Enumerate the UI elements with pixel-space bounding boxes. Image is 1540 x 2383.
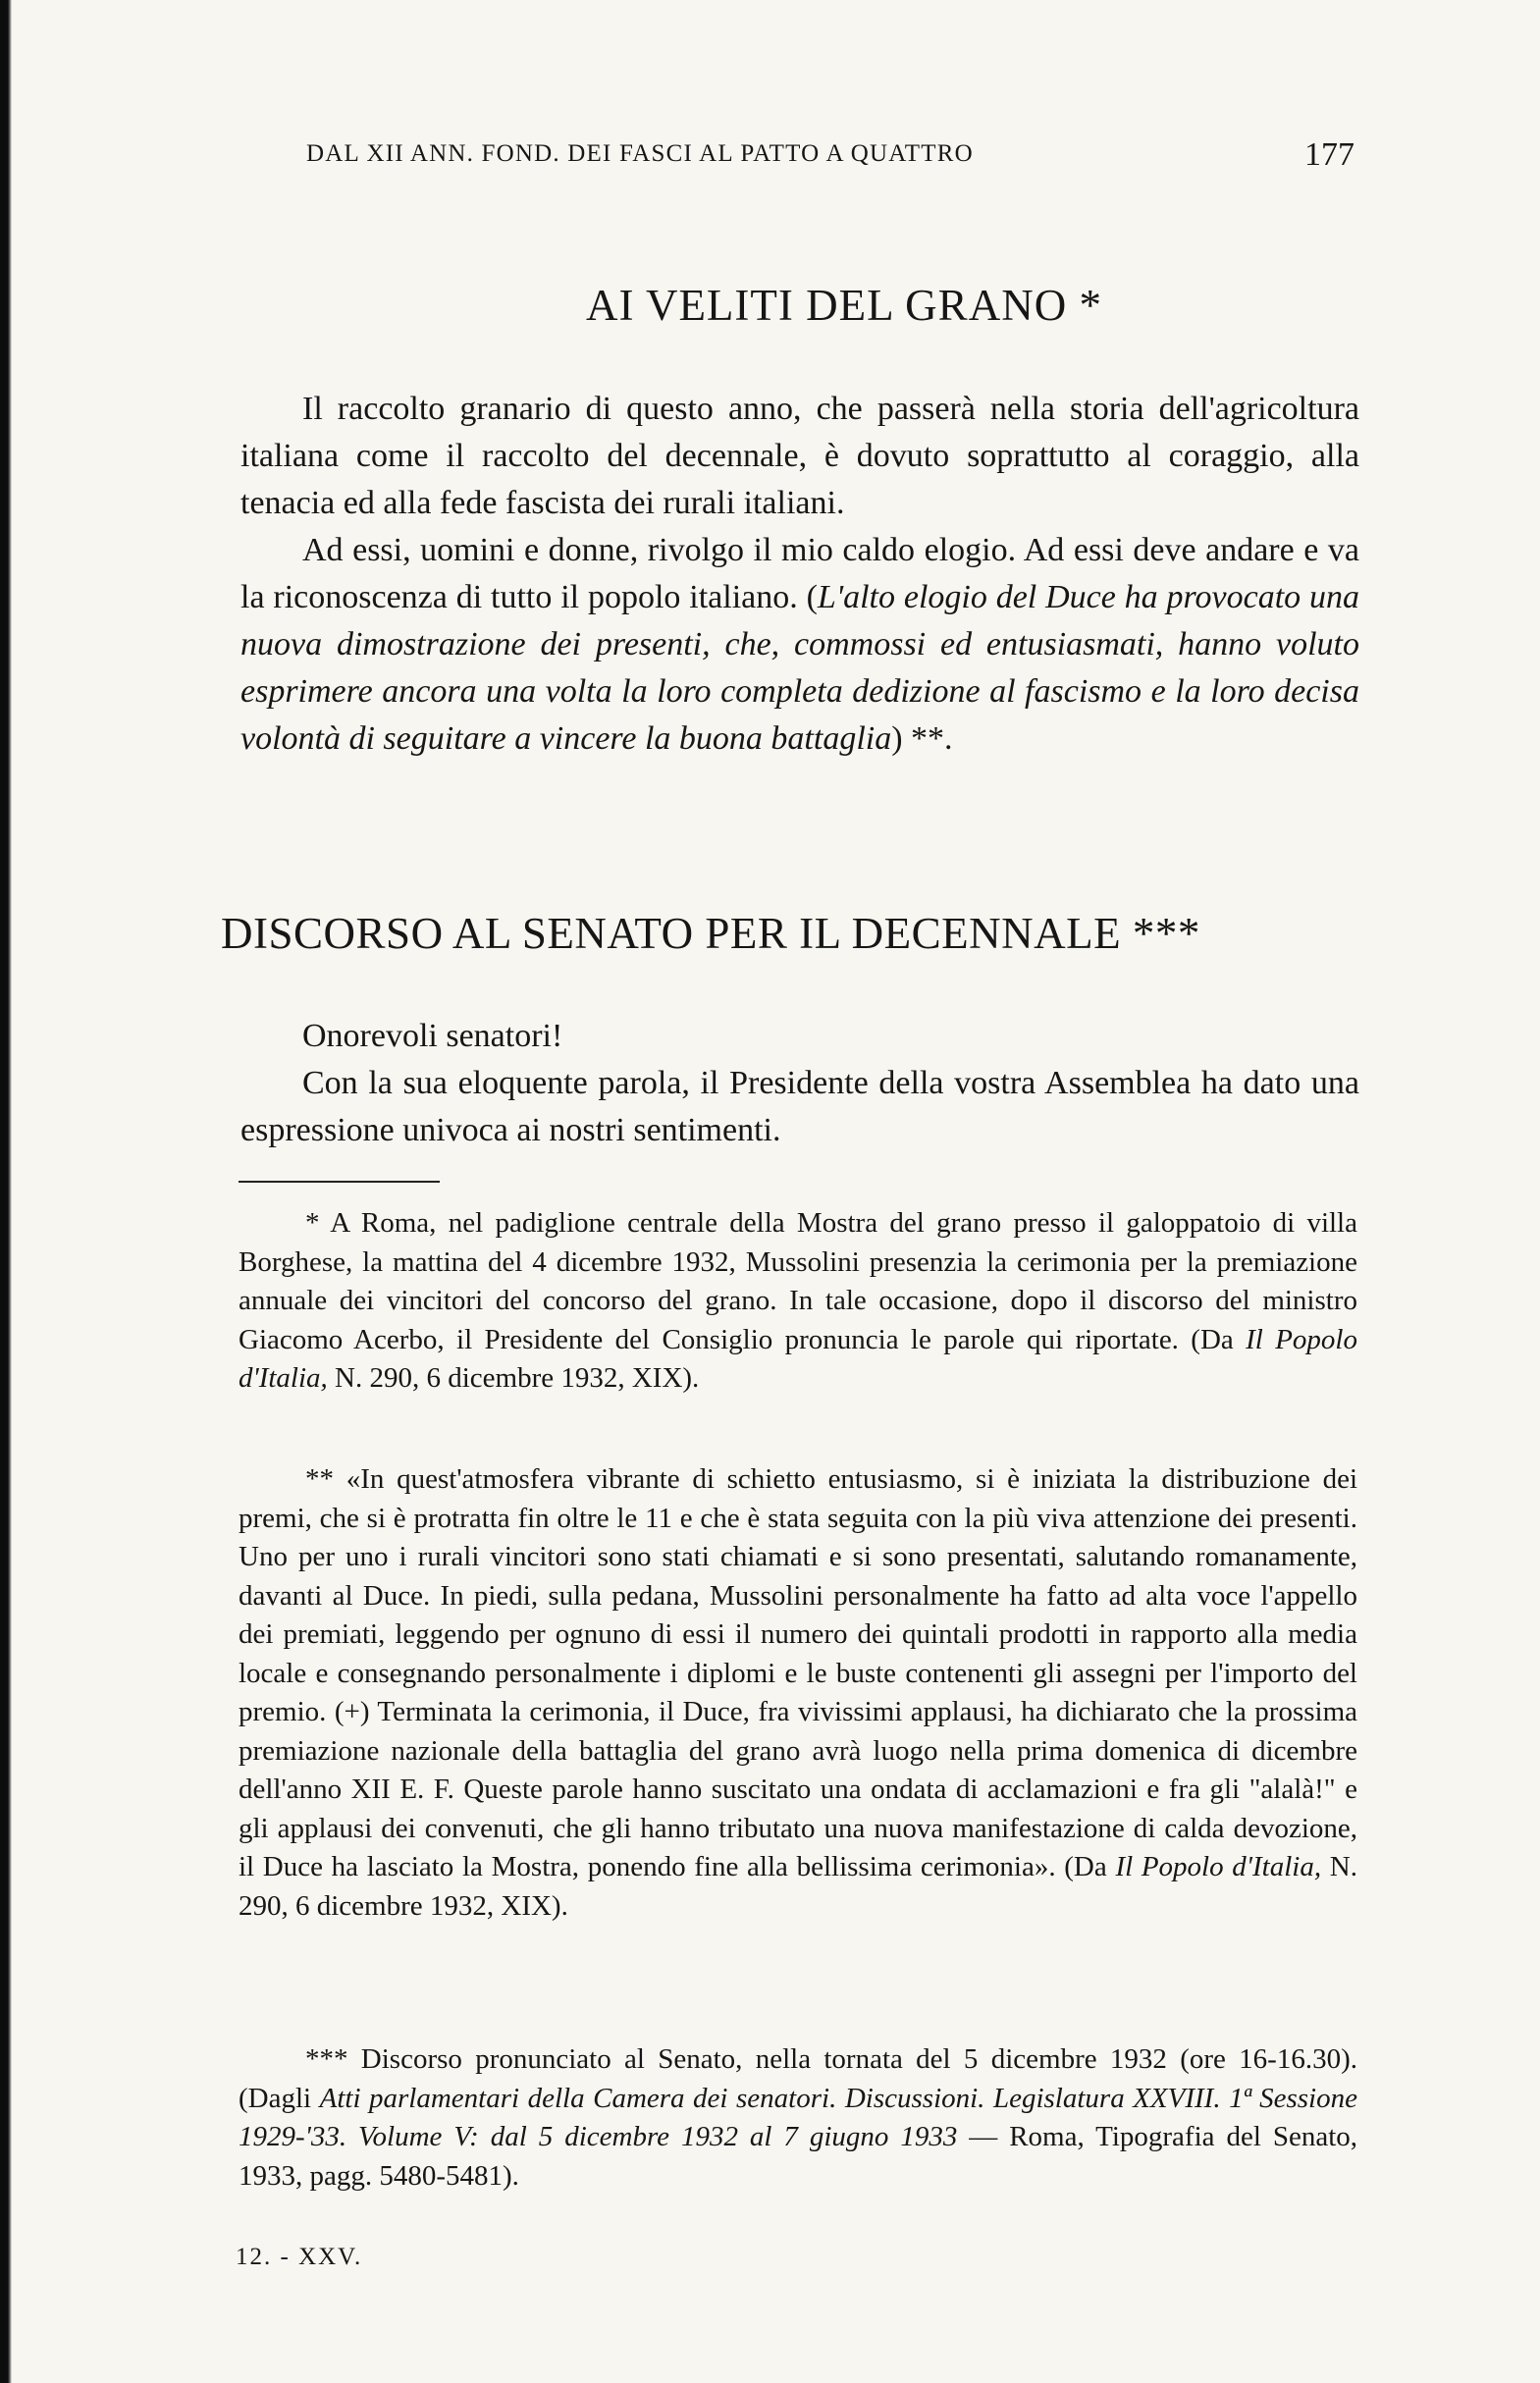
footnote-body: * A Roma, nel padiglione centrale della Mostra del grano presso il galoppatoio di villa Borghese, la mattina del 4 dicembre 1932, Mussolini presenzia la cerimonia per la premiazione annuale dei vincitori del concorso del grano. In tale occasione, dopo il discorso del ministro Giacomo Acerbo, il Presidente del Consiglio pronuncia le parole qui riportate. (Da: [239, 1207, 1357, 1355]
paragraph: [240, 527, 1359, 763]
paragraph: Il raccolto granario di questo anno, che passerà nella storia dell'agricoltura italiana come il raccolto del decennale, è dovuto soprattutto al coraggio, alla tenacia ed alla fede fascista dei rurali italiani.: [240, 391, 1359, 521]
footnote-divider: [239, 1181, 440, 1183]
section-body-senato: [240, 1013, 1359, 1154]
footnote-text: [239, 2040, 1357, 2196]
page-number: 177: [1304, 136, 1354, 173]
footnote-body: *** Discorso pronunciato al Senato, nella tornata del 5 dicembre 1932 (ore 16-16.30). (Dagli: [239, 2043, 1357, 2114]
footnote-text: [239, 1460, 1357, 1926]
section-title-senato: DISCORSO AL SENATO PER IL DECENNALE ***: [221, 909, 1200, 958]
paragraph: Con la sua eloquente parola, il Presidente della vostra Assemblea ha dato una espressione univoca ai nostri sentimenti.: [240, 1065, 1359, 1148]
footnote-text: [239, 1204, 1357, 1399]
printer-signature: 12. - XXV.: [236, 2244, 363, 2270]
footnote-end: N. 290, 6 dicembre 1932, XIX).: [327, 1362, 700, 1394]
paragraph: Onorevoli senatori!: [302, 1018, 563, 1054]
italic-stage-direction: L'alto elogio del Duce ha provocato una nuova dimostrazione dei presenti, che, commossi ed entusiasmati, hanno voluto esprimere ancora una volta la loro completa dedizione al fascismo e la loro decisa volontà di seguitare a vincere la buona battaglia: [240, 579, 1359, 757]
footnote-3: [239, 2040, 1357, 2196]
footnote-end: — Roma, Tipografia del Senato, 1933, pagg. 5480-5481).: [239, 2121, 1357, 2192]
footnote-1: [239, 1204, 1357, 1399]
running-header: [306, 136, 1354, 180]
page-binding-edge: [0, 0, 12, 2383]
footnote-source-title: Il Popolo d'Italia,: [239, 1323, 1357, 1394]
paragraph-text-end: ) **.: [891, 720, 953, 757]
footnote-source-title: Il Popolo d'Italia,: [1115, 1851, 1322, 1882]
footnote-end: N. 290, 6 dicembre 1932, XIX).: [239, 1851, 1357, 1922]
footnote-body: ** «In quest'atmosfera vibrante di schietto entusiasmo, si è iniziata la distribuzione dei premi, che si è protratta fin oltre le 11 e che è stata seguita con la più viva attenzione dei presenti. Uno per uno i rurali vincitori sono stati chiamati e si sono presentati, salutando romanamente, davanti al Duce. In piedi, sulla pedana, Mussolini personalmente ha fatto ad alta voce l'appello dei premiati, leggendo per ognuno di essi il numero dei quintali prodotti in rapporto alla media locale e consegnando personalmente i diplomi e le buste contenenti gli assegni per l'importo del premio. (+) Terminata la cerimonia, il Duce, fra vivissimi applausi, ha dichiarato che la prossima premiazione nazionale della battaglia del grano avrà luogo nella prima domenica di dicembre dell'anno XII E. F. Queste parole hanno suscitato una ondata di acclamazioni e fra gli "alalà!" e gli applausi dei convenuti, che gli hanno tributato una nuova manifestazione di calda devozione, il Duce ha lasciato la Mostra, ponendo fine alla bellissima cerimonia». (Da: [239, 1463, 1357, 1882]
footnote-source-title: Atti parlamentari della Camera dei senatori. Discussioni. Legislatura XXVIII. 1ª Sessione 1929-'33. Volume V: dal 5 dicembre 1932 al 7 giugno 1933: [239, 2082, 1357, 2152]
section-title-veliti: AI VELITI DEL GRANO *: [586, 281, 1102, 330]
footnote-2: [239, 1460, 1357, 1926]
paragraph-text: Ad essi, uomini e donne, rivolgo il mio caldo elogio. Ad essi deve andare e va la riconoscenza di tutto il popolo italiano. (: [240, 532, 1359, 615]
section-body-veliti: [240, 386, 1359, 763]
running-title: DAL XII ANN. FOND. DEI FASCI AL PATTO A QUATTRO: [306, 140, 974, 167]
